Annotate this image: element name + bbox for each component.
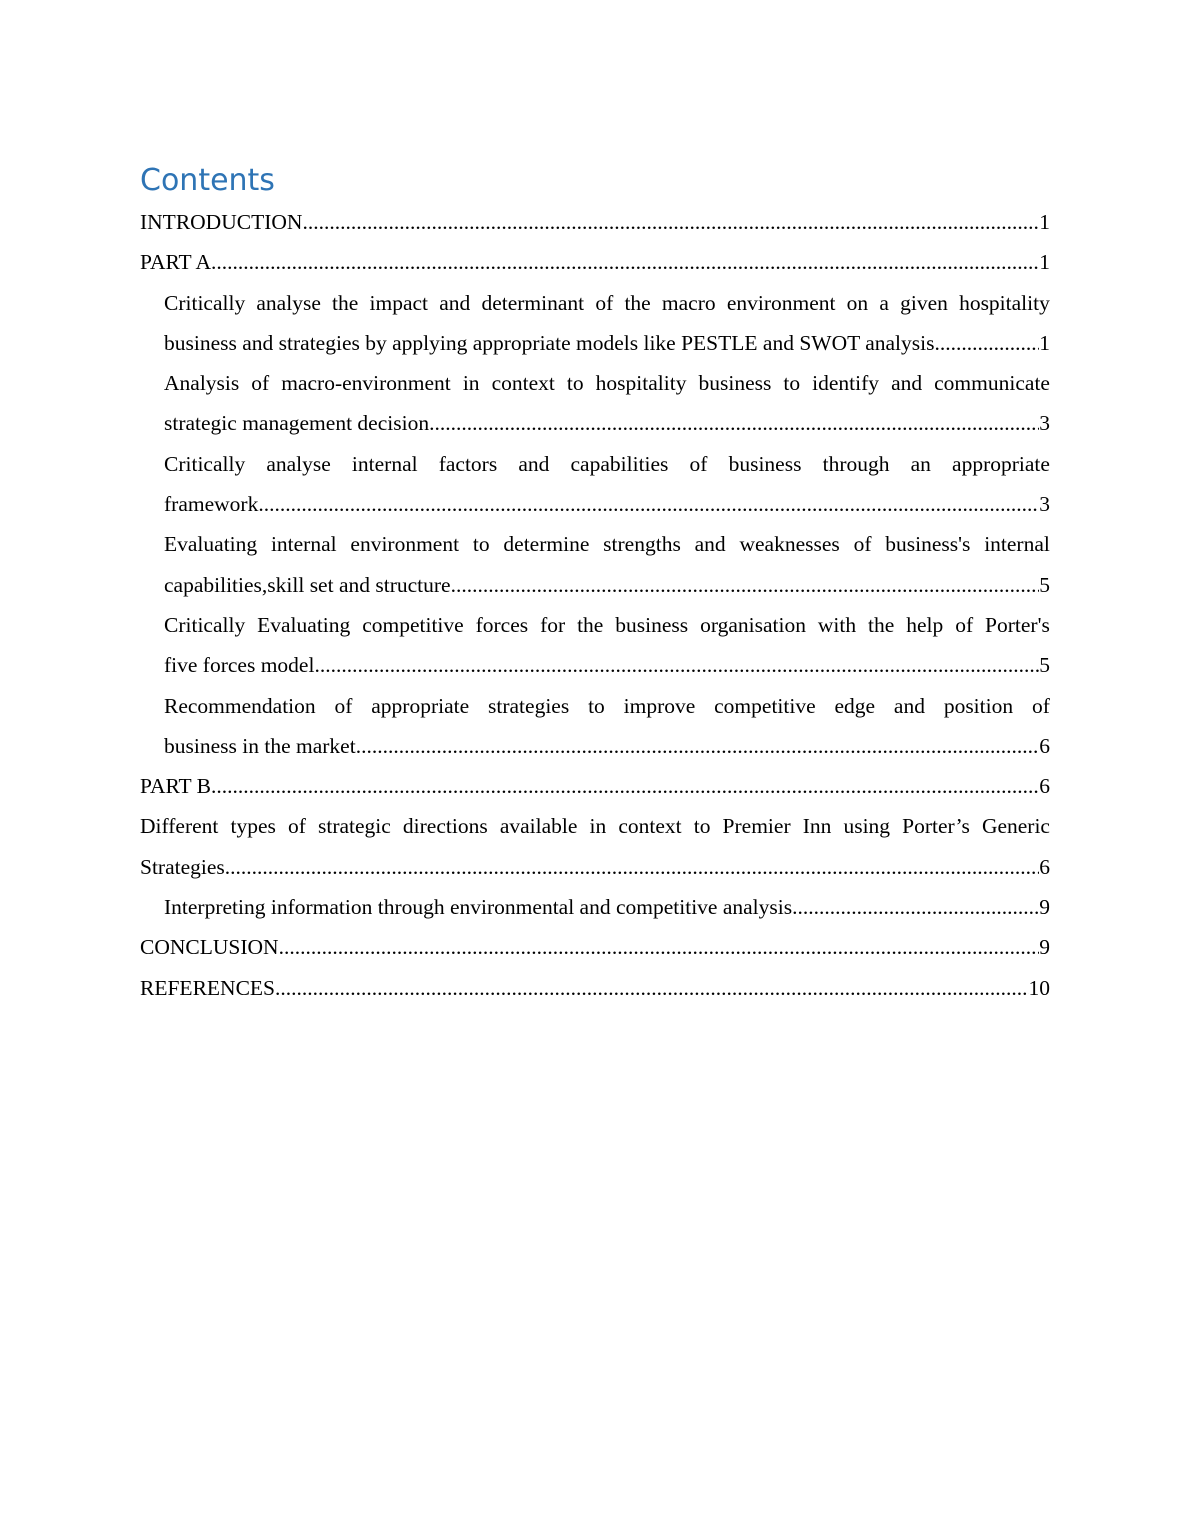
toc-entry-label-line: Critically analyse internal factors and capabilities of business through an appropriate (164, 451, 1050, 476)
toc-page-number: 9 (1039, 895, 1050, 920)
toc-page-number: 5 (1039, 653, 1050, 678)
toc-page-number: 6 (1039, 774, 1050, 799)
toc-page-number: 10 (1028, 975, 1050, 1000)
toc-entry-label: five forces model (164, 653, 315, 678)
toc-entry-strategic-directions[interactable] (140, 806, 1050, 887)
toc-entry-interpreting-information[interactable] (164, 887, 1050, 927)
toc-entry-macro-environment-analysis[interactable] (164, 363, 1050, 444)
toc-entry-label: CONCLUSION (140, 935, 279, 960)
toc-entry-label-line: Critically Evaluating competitive forces for the business organisation with the help of Porter's (164, 612, 1050, 637)
toc-entry-label-line: Recommendation of appropriate strategies to improve competitive edge and position of (164, 693, 1050, 718)
toc-leader-dots (792, 887, 1039, 927)
toc-leader-dots (258, 484, 1039, 524)
toc-entry-label: business and strategies by applying appropriate models like PESTLE and SWOT analysis. (164, 330, 940, 355)
toc-leader-dots (429, 403, 1039, 443)
toc-leader-dots (356, 726, 1040, 766)
toc-page-number: 6 (1039, 733, 1050, 758)
toc-entry-label: PART A (140, 250, 212, 275)
toc-leader-dots (940, 323, 1039, 363)
toc-leader-dots (225, 847, 1039, 887)
toc-entry-internal-factors[interactable] (164, 444, 1050, 525)
toc-page-number: 5 (1039, 572, 1050, 597)
toc-entry-label: REFERENCES (140, 975, 275, 1000)
toc-page-number: 9 (1039, 935, 1050, 960)
table-of-contents (140, 160, 1050, 1008)
toc-entry-internal-environment[interactable] (164, 524, 1050, 605)
toc-leader-dots (302, 202, 1039, 242)
toc-leader-dots (279, 927, 1040, 967)
toc-entry-recommendation[interactable] (164, 686, 1050, 767)
toc-page-number: 6 (1039, 854, 1050, 879)
toc-page-number: 3 (1039, 492, 1050, 517)
toc-entry-label: business in the market (164, 733, 356, 758)
toc-entry-label: Strategies (140, 854, 225, 879)
toc-entry-competitive-forces[interactable] (164, 605, 1050, 686)
toc-entry-label: strategic management decision (164, 411, 430, 436)
toc-entry-label-line: Evaluating internal environment to determine strengths and weaknesses of business's internal (164, 532, 1050, 557)
toc-entry-label: framework (164, 492, 259, 517)
toc-entry-label: PART B (140, 774, 212, 799)
toc-entry-part-a[interactable] (140, 242, 1050, 282)
toc-entry-label: INTRODUCTION (140, 210, 303, 234)
toc-page-number: 1 (1039, 210, 1050, 234)
toc-entry-references[interactable] (140, 968, 1050, 1008)
toc-leader-dots (451, 565, 1040, 605)
toc-entry-label-line: Different types of strategic directions available in context to Premier Inn using Porter’s Generic (140, 814, 1050, 839)
toc-entry-label-line: Analysis of macro-environment in context to hospitality business to identify and communicate (164, 371, 1050, 396)
toc-entry-label: Interpreting information through environmental and competitive analysis (164, 895, 793, 920)
toc-page-number: 1 (1039, 330, 1050, 355)
toc-entry-label-line: Critically analyse the impact and determinant of the macro environment on a given hospitality (164, 290, 1050, 315)
toc-entry-part-b[interactable] (140, 766, 1050, 806)
toc-leader-dots (211, 766, 1039, 806)
toc-leader-dots (211, 242, 1039, 282)
toc-page-number: 3 (1039, 411, 1050, 436)
toc-page-number: 1 (1039, 250, 1050, 275)
toc-entry-label: capabilities,skill set and structure (164, 572, 451, 597)
toc-entry-introduction[interactable] (140, 202, 1050, 242)
toc-entry-macro-environment-impact[interactable] (164, 283, 1050, 364)
toc-leader-dots (314, 645, 1039, 685)
toc-leader-dots (275, 968, 1029, 1008)
toc-title: Contents (140, 163, 275, 198)
toc-entry-conclusion[interactable] (140, 927, 1050, 967)
